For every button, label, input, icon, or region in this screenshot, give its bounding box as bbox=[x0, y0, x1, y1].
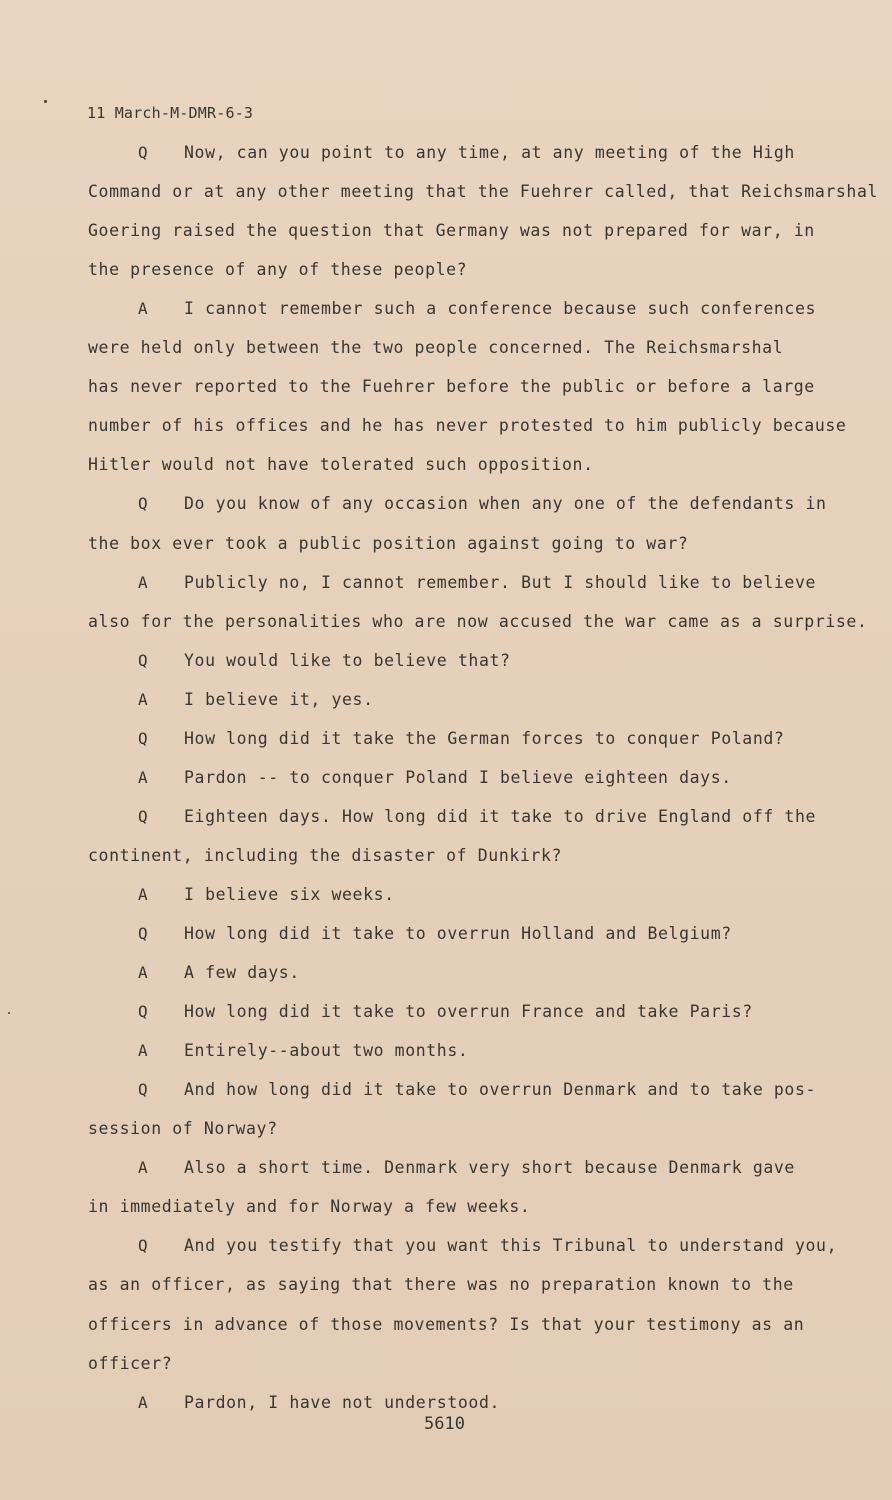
answer-text-line: number of his offices and he has never protested to him publicly because bbox=[88, 416, 847, 436]
question-marker: Q bbox=[138, 1236, 148, 1256]
question-text-line: How long did it take to overrun France and take Paris? bbox=[184, 1002, 753, 1022]
answer-text-line: Also a short time. Denmark very short because Denmark gave bbox=[184, 1158, 795, 1178]
question-text-line: And how long did it take to overrun Denmark and to take pos- bbox=[184, 1080, 817, 1100]
ink-speck bbox=[44, 100, 47, 103]
question-text-line: session of Norway? bbox=[88, 1119, 278, 1139]
question-text-line: And you testify that you want this Tribunal to understand you, bbox=[184, 1236, 838, 1256]
answer-text-line: I believe it, yes. bbox=[184, 689, 374, 709]
answer-text-line: in immediately and for Norway a few weeks. bbox=[88, 1197, 531, 1217]
answer-text-line: Entirely--about two months. bbox=[184, 1041, 469, 1061]
question-marker: Q bbox=[138, 650, 148, 670]
question-text-line: Eighteen days. How long did it take to drive England off the bbox=[184, 806, 817, 826]
question-text-line: How long did it take the German forces to conquer Poland? bbox=[184, 728, 785, 748]
question-text-line: the box ever took a public position against going to war? bbox=[88, 533, 689, 553]
answer-text-line: I believe six weeks. bbox=[184, 884, 395, 904]
question-marker: Q bbox=[138, 143, 148, 162]
answer-marker: A bbox=[138, 689, 148, 709]
answer-text-line: were held only between the two people concerned. The Reichsmarshal bbox=[88, 338, 784, 358]
answer-text-line: I cannot remember such a conference because such conferences bbox=[184, 299, 817, 319]
answer-text-line: Pardon, I have not understood. bbox=[184, 1392, 501, 1412]
ink-speck bbox=[8, 1012, 10, 1014]
question-text-line: How long did it take to overrun Holland and Belgium? bbox=[184, 924, 732, 943]
question-marker: Q bbox=[138, 494, 148, 514]
answer-marker: A bbox=[138, 1041, 148, 1061]
question-text-line: officer? bbox=[88, 1353, 173, 1373]
answer-marker: A bbox=[138, 963, 148, 983]
answer-marker: A bbox=[138, 572, 148, 592]
document-header: 11 March-M-DMR-6-3 bbox=[87, 104, 254, 122]
answer-marker: A bbox=[138, 767, 148, 787]
answer-text-line: Pardon -- to conquer Poland I believe eighteen days. bbox=[184, 767, 732, 787]
answer-text-line: A few days. bbox=[184, 963, 300, 983]
answer-text-line: has never reported to the Fuehrer before the public or before a large bbox=[88, 377, 815, 397]
question-marker: Q bbox=[138, 728, 148, 748]
question-text-line: Command or at any other meeting that the Fuehrer called, that Reichsmarshal bbox=[88, 182, 879, 202]
answer-marker: A bbox=[138, 884, 148, 904]
question-text-line: Do you know of any occasion when any one of the defendants in bbox=[184, 494, 827, 514]
answer-marker: A bbox=[138, 299, 148, 319]
question-text-line: the presence of any of these people? bbox=[88, 260, 468, 280]
question-text-line: as an officer, as saying that there was no preparation known to the bbox=[88, 1275, 794, 1295]
question-marker: Q bbox=[138, 924, 148, 943]
answer-text-line: Hitler would not have tolerated such opposition. bbox=[88, 455, 594, 475]
question-marker: Q bbox=[138, 1002, 148, 1022]
answer-marker: A bbox=[138, 1158, 148, 1178]
page-number: 5610 bbox=[424, 1414, 465, 1434]
question-text-line: Now, can you point to any time, at any meeting of the High bbox=[184, 143, 795, 162]
question-text-line: officers in advance of those movements? Is that your testimony as an bbox=[88, 1314, 805, 1334]
question-text-line: Goering raised the question that Germany was not prepared for war, in bbox=[88, 221, 815, 241]
answer-marker: A bbox=[138, 1392, 148, 1412]
answer-text-line: Publicly no, I cannot remember. But I should like to believe bbox=[184, 572, 817, 592]
answer-text-line: also for the personalities who are now accused the war came as a surprise. bbox=[88, 611, 868, 631]
question-text-line: continent, including the disaster of Dunkirk? bbox=[88, 845, 563, 865]
question-marker: Q bbox=[138, 806, 148, 826]
question-marker: Q bbox=[138, 1080, 148, 1100]
question-text-line: You would like to believe that? bbox=[184, 650, 511, 670]
